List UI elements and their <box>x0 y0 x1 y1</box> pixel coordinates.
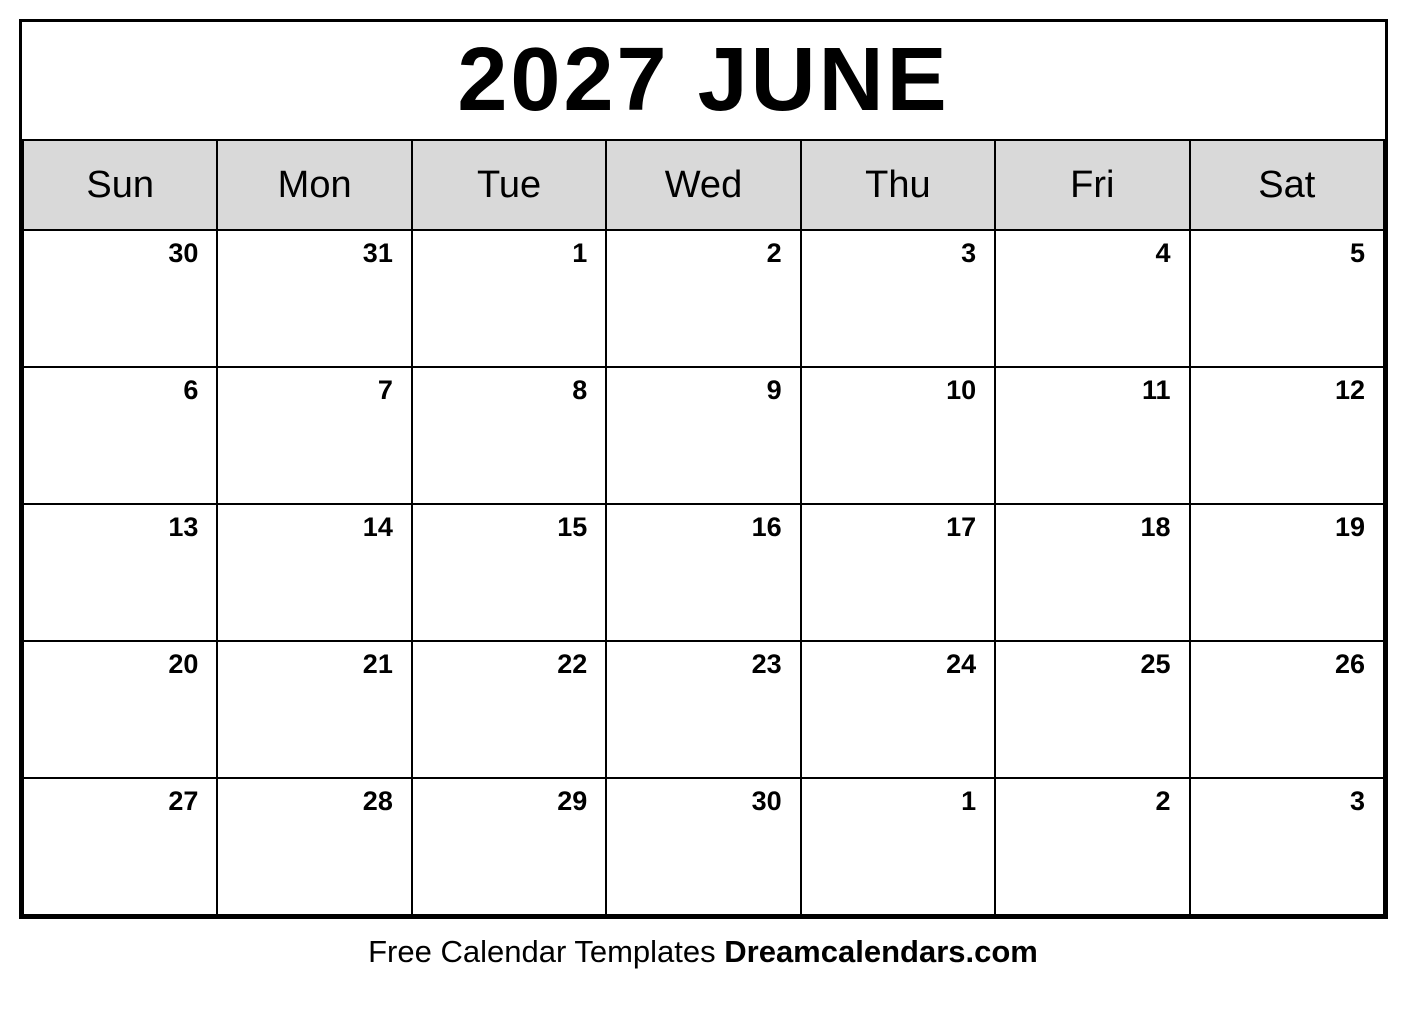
day-number: 13 <box>168 512 199 542</box>
day-number: 5 <box>1349 238 1365 268</box>
day-number: 3 <box>961 238 977 268</box>
week-row <box>23 230 1384 367</box>
week-row <box>23 778 1384 915</box>
day-number: 2 <box>1155 786 1171 816</box>
day-cell <box>412 641 606 778</box>
calendar-title: 2027 JUNE <box>457 30 950 130</box>
day-header-row <box>23 140 1384 230</box>
footer-brand: Dreamcalendars.com <box>724 934 1038 969</box>
day-number: 20 <box>168 649 199 679</box>
day-number: 1 <box>961 786 977 816</box>
day-cell <box>1190 504 1384 641</box>
day-header-mon: Mon <box>217 140 411 230</box>
day-cell <box>801 230 995 367</box>
day-cell <box>801 504 995 641</box>
day-number: 21 <box>362 649 393 679</box>
day-number: 2 <box>766 238 782 268</box>
day-cell <box>801 778 995 915</box>
day-cell <box>606 778 800 915</box>
day-cell <box>1190 367 1384 504</box>
day-cell <box>995 504 1189 641</box>
day-cell <box>412 504 606 641</box>
day-cell <box>217 367 411 504</box>
day-header-fri: Fri <box>995 140 1189 230</box>
day-cell <box>995 778 1189 915</box>
day-cell <box>606 230 800 367</box>
day-number: 28 <box>362 786 393 816</box>
day-number: 6 <box>183 375 199 405</box>
footer-text: Free Calendar Templates <box>368 934 716 969</box>
day-cell <box>606 641 800 778</box>
day-number: 30 <box>168 238 199 268</box>
day-number: 27 <box>168 786 199 816</box>
week-row <box>23 641 1384 778</box>
day-number: 24 <box>946 649 977 679</box>
week-row <box>23 367 1384 504</box>
day-header-wed: Wed <box>606 140 800 230</box>
day-cell <box>23 230 217 367</box>
day-number: 9 <box>766 375 782 405</box>
day-number: 19 <box>1334 512 1365 542</box>
day-cell <box>801 367 995 504</box>
day-number: 16 <box>751 512 782 542</box>
day-header-sat: Sat <box>1190 140 1384 230</box>
day-number: 8 <box>572 375 588 405</box>
day-number: 11 <box>1141 375 1171 405</box>
day-cell <box>23 778 217 915</box>
week-row <box>23 504 1384 641</box>
day-number: 3 <box>1349 786 1365 816</box>
day-cell <box>412 367 606 504</box>
day-number: 15 <box>557 512 588 542</box>
day-cell <box>606 367 800 504</box>
day-number: 12 <box>1334 375 1365 405</box>
calendar-grid <box>22 139 1385 916</box>
day-cell <box>217 641 411 778</box>
day-number: 18 <box>1140 512 1171 542</box>
day-cell <box>606 504 800 641</box>
day-cell <box>23 641 217 778</box>
day-cell <box>23 504 217 641</box>
day-cell <box>412 230 606 367</box>
day-cell <box>801 641 995 778</box>
day-number: 17 <box>946 512 977 542</box>
footer <box>0 934 1406 970</box>
day-number: 31 <box>362 238 393 268</box>
calendar <box>19 19 1388 919</box>
day-number: 23 <box>751 649 782 679</box>
day-cell <box>217 504 411 641</box>
day-number: 26 <box>1334 649 1365 679</box>
day-header-sun: Sun <box>23 140 217 230</box>
day-cell <box>23 367 217 504</box>
day-number: 7 <box>377 375 393 405</box>
day-number: 1 <box>572 238 588 268</box>
day-cell <box>1190 641 1384 778</box>
day-cell <box>995 641 1189 778</box>
day-cell <box>217 778 411 915</box>
day-cell <box>217 230 411 367</box>
day-header-tue: Tue <box>412 140 606 230</box>
day-cell <box>1190 230 1384 367</box>
day-cell <box>1190 778 1384 915</box>
day-header-thu: Thu <box>801 140 995 230</box>
day-number: 29 <box>557 786 588 816</box>
day-cell <box>995 230 1189 367</box>
day-cell <box>995 367 1189 504</box>
day-cell <box>412 778 606 915</box>
day-number: 25 <box>1140 649 1171 679</box>
day-number: 14 <box>362 512 393 542</box>
day-number: 10 <box>946 375 977 405</box>
day-number: 4 <box>1155 238 1171 268</box>
day-number: 22 <box>557 649 588 679</box>
day-number: 30 <box>751 786 782 816</box>
